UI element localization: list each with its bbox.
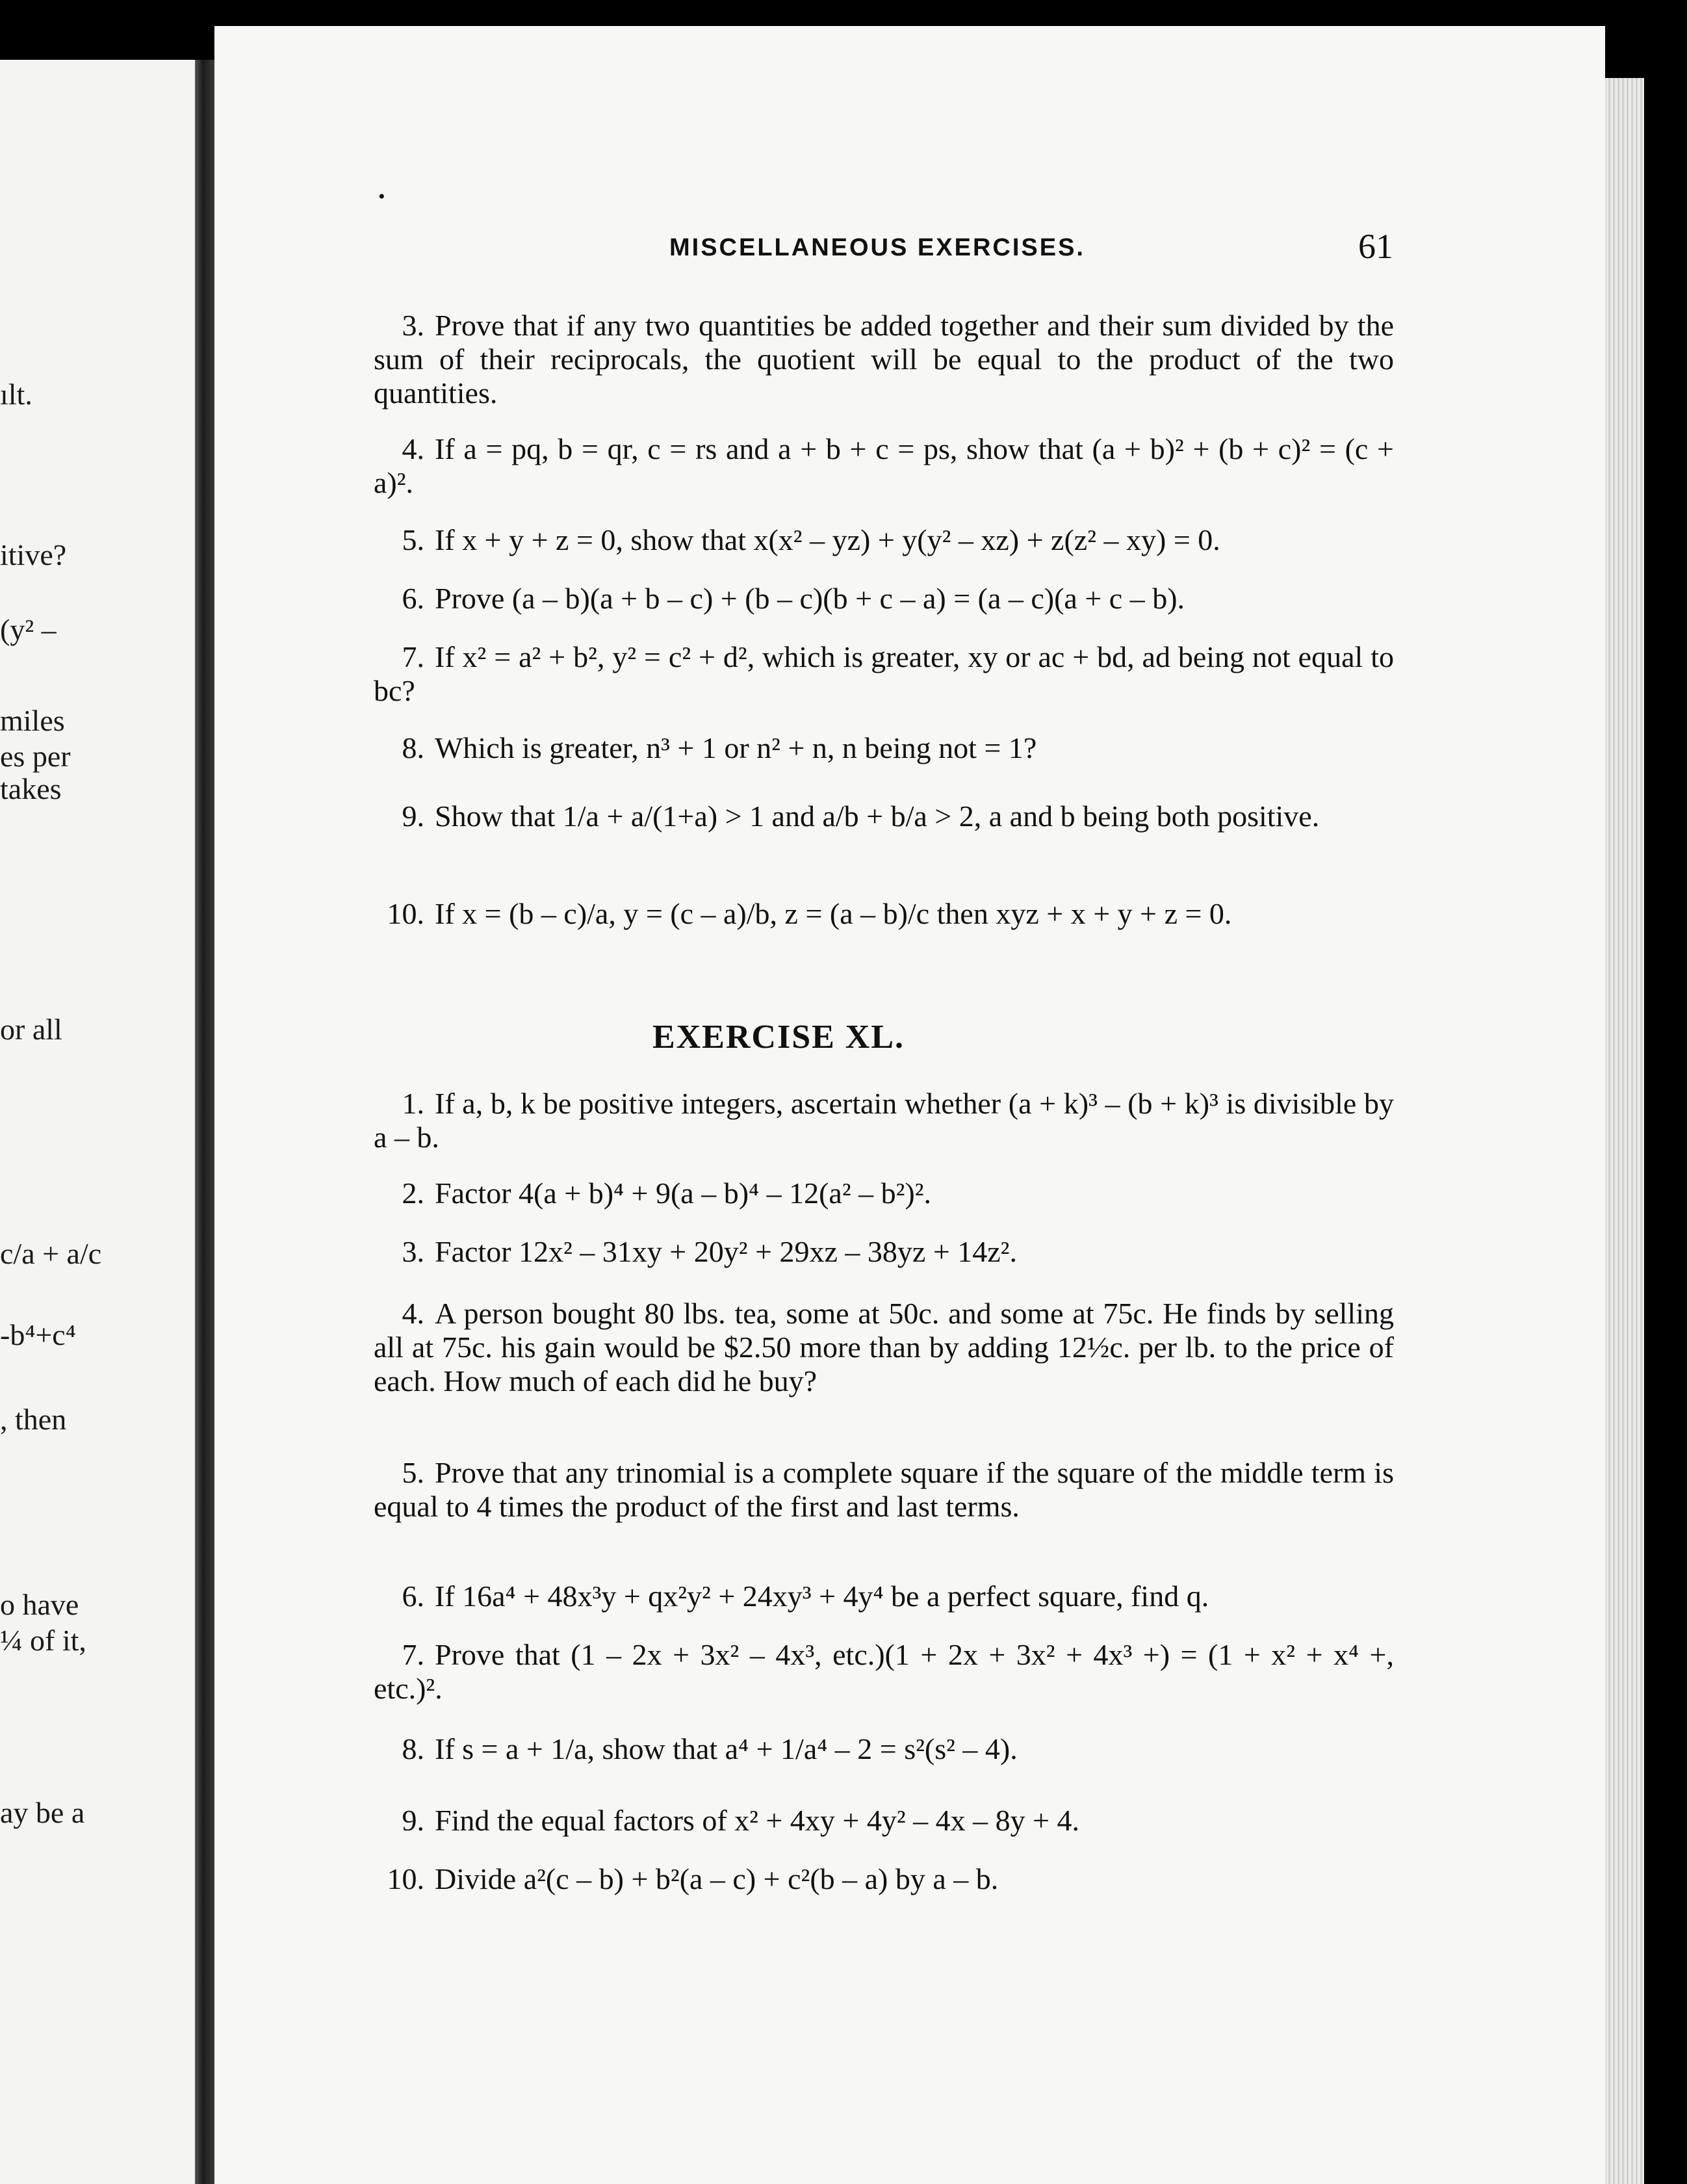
item-text: Divide a²(c – b) + b²(a – c) + c²(b – a) by a – b. [435, 1862, 999, 1895]
item-number: 10. [387, 897, 424, 930]
left-fragment: c/a + a/c [0, 1237, 102, 1270]
exercise-item [374, 1087, 1394, 1154]
left-fragment: es per [0, 740, 71, 773]
item-text: If 16a⁴ + 48x³y + qx²y² + 24xy³ + 4y⁴ be a perfect square, find q. [435, 1580, 1209, 1613]
exercise-item [374, 1235, 1394, 1269]
item-text: Prove (a – b)(a + b – c) + (b – c)(b + c – a) = (a – c)(a + c – b). [435, 582, 1185, 615]
exercise-item [374, 897, 1394, 931]
exercise-heading [0, 1018, 1687, 1056]
item-number: 8. [402, 1732, 424, 1765]
left-fragment: itive? [0, 538, 67, 571]
item-text: Prove that if any two quantities be added together and their sum divided by the sum of their reciprocals, the quotient will be equal to the product of the two quantities. [374, 309, 1394, 410]
item-number: 4. [402, 1297, 424, 1330]
left-fragment: takes [0, 772, 62, 805]
item-number: 6. [402, 582, 424, 615]
exercise-item [374, 640, 1394, 708]
exercise-item [374, 1638, 1394, 1706]
exercise-item [374, 582, 1394, 616]
exercise-item [374, 1804, 1394, 1838]
item-number: 1. [402, 1087, 424, 1120]
exercise-item [374, 1580, 1394, 1613]
exercise-item [374, 309, 1394, 410]
item-text: Prove that any trinomial is a complete square if the square of the middle term is equal to 4 times the product of the first and last terms. [374, 1456, 1394, 1523]
item-number: 7. [402, 640, 424, 673]
item-text: If x + y + z = 0, show that x(x² – yz) + y(y² – xz) + z(z² – xy) = 0. [435, 523, 1220, 556]
left-fragment: o have [0, 1588, 79, 1621]
exercise-item [374, 1732, 1394, 1766]
exercise-item [374, 1297, 1394, 1398]
left-fragment: or all [0, 1013, 62, 1046]
left-fragment: (y² – [0, 613, 57, 646]
exercise-title: EXERCISE XL. [652, 1019, 905, 1056]
item-text: If a, b, k be positive integers, ascertain whether (a + k)³ – (b + k)³ is divisible by a – b. [374, 1087, 1394, 1154]
item-number: 9. [402, 800, 424, 833]
item-text: Factor 4(a + b)⁴ + 9(a – b)⁴ – 12(a² – b²)². [435, 1176, 932, 1210]
item-text: If s = a + 1/a, show that a⁴ + 1/a⁴ – 2 = s²(s² – 4). [435, 1732, 1018, 1765]
item-number: 8. [402, 731, 424, 764]
item-number: 3. [402, 1235, 424, 1268]
left-fragment: miles [0, 704, 65, 737]
left-fragment: ılt. [0, 378, 32, 411]
exercise-item [374, 432, 1394, 500]
item-text: Which is greater, n³ + 1 or n² + n, n being not = 1? [435, 731, 1037, 764]
item-text: Find the equal factors of x² + 4xy + 4y² – 4x – 8y + 4. [435, 1804, 1080, 1837]
item-number: 6. [402, 1580, 424, 1613]
item-text: Factor 12x² – 31xy + 20y² + 29xz – 38yz + 14z². [435, 1235, 1017, 1268]
left-fragment: ¼ of it, [0, 1624, 86, 1657]
exercise-item [374, 1456, 1394, 1524]
left-fragment: ay be a [0, 1796, 85, 1829]
item-text: Show that 1/a + a/(1+a) > 1 and a/b + b/a > 2, a and b being both positive. [435, 800, 1320, 833]
item-number: 10. [387, 1862, 424, 1895]
item-number: 9. [402, 1804, 424, 1837]
ink-dot: • [378, 186, 385, 207]
exercise-item [374, 523, 1394, 557]
item-number: 7. [402, 1638, 424, 1671]
item-number: 3. [402, 309, 424, 342]
exercise-item [374, 1862, 1394, 1896]
exercise-item [374, 1176, 1394, 1210]
item-number: 5. [402, 523, 424, 556]
item-text: If x = (b – c)/a, y = (c – a)/b, z = (a – b)/c then xyz + x + y + z = 0. [435, 897, 1232, 930]
item-number: 2. [402, 1176, 424, 1210]
left-page [0, 60, 195, 2184]
running-head: MISCELLANEOUS EXERCISES. [669, 234, 1085, 261]
exercise-item [374, 731, 1394, 765]
item-number: 4. [402, 432, 424, 465]
page-edge [1605, 78, 1644, 2184]
item-number: 5. [402, 1456, 424, 1489]
item-text: If x² = a² + b², y² = c² + d², which is greater, xy or ac + bd, ad being not equal to bc? [374, 640, 1394, 707]
left-fragment: -b⁴+c⁴ [0, 1318, 76, 1351]
item-text: A person bought 80 lbs. tea, some at 50c. and some at 75c. He finds by selling all at 75c. his gain would be $2.50 more than by adding 12½c. per lb. to the price of each. How much of each did he buy? [374, 1297, 1394, 1398]
book-gutter [195, 60, 214, 2184]
item-text: Prove that (1 – 2x + 3x² – 4x³, etc.)(1 + 2x + 3x² + 4x³ +) = (1 + x² + x⁴ +, etc.)². [374, 1638, 1394, 1705]
item-text: If a = pq, b = qr, c = rs and a + b + c = ps, show that (a + b)² + (b + c)² = (c + a)². [374, 432, 1394, 499]
exercise-item [374, 800, 1394, 833]
page-number: 61 [1358, 227, 1393, 266]
left-fragment: , then [0, 1403, 67, 1436]
